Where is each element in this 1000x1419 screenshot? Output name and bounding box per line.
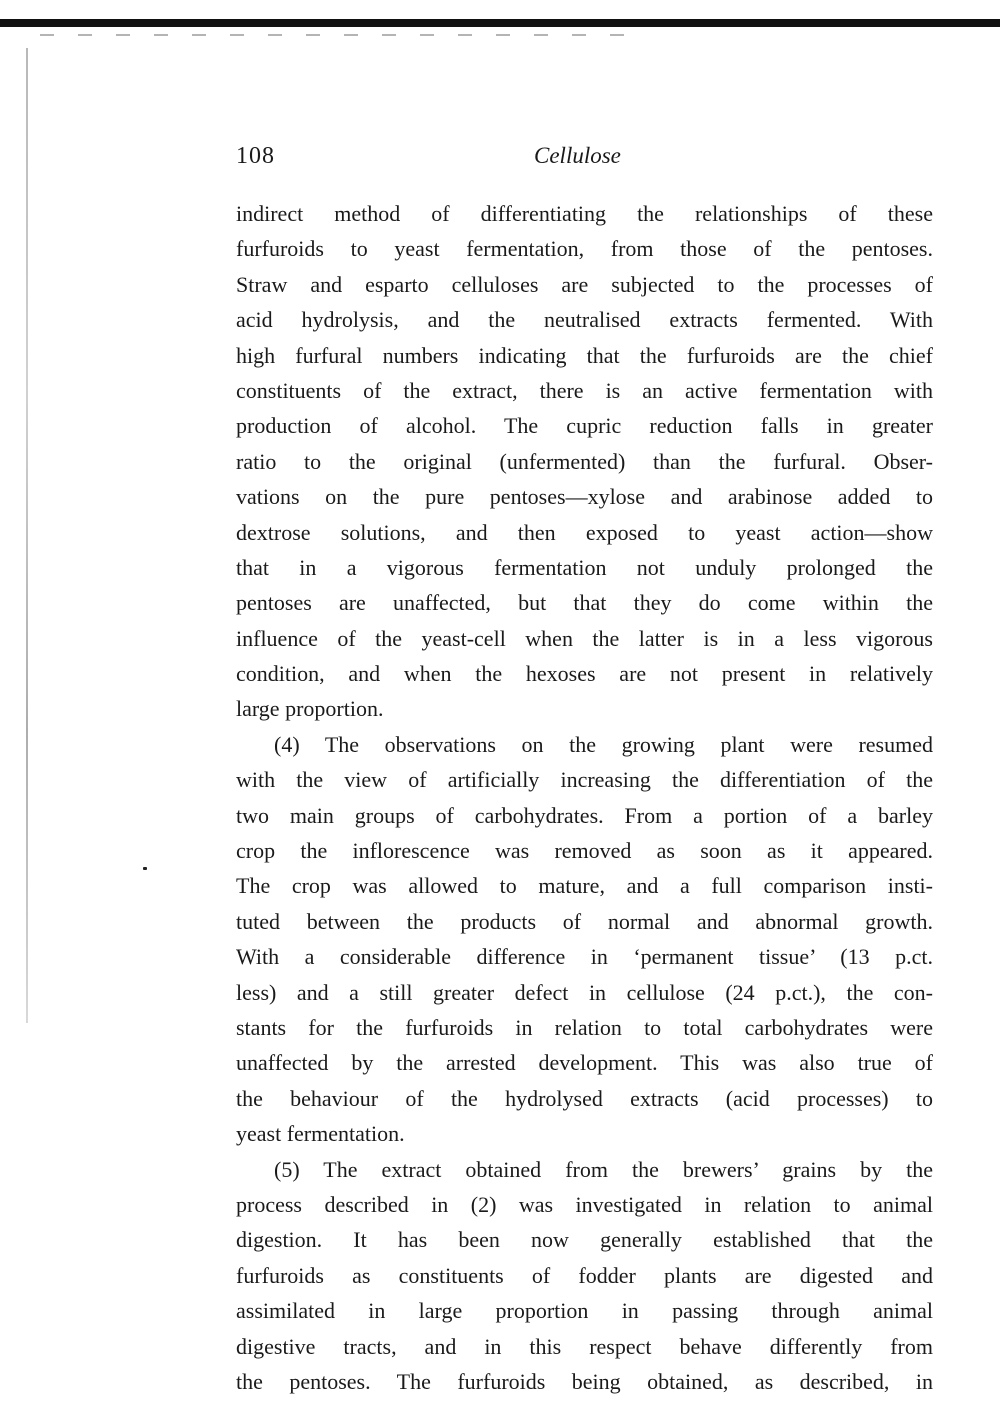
text-line: the pentoses. The furfuroids being obtained, as described, in — [236, 1368, 933, 1394]
text-line: furfuroids to yeast fermentation, from those of the pentoses. — [236, 236, 933, 262]
text-line: acid hydrolysis, and the neutralised extracts fermented. With — [236, 307, 933, 333]
body-text — [236, 196, 933, 1399]
text-line: two main groups of carbohydrates. From a portion of a barley — [236, 802, 933, 828]
stray-ink-mark — [143, 867, 147, 870]
text-line: dextrose solutions, and then exposed to yeast action—show — [236, 519, 933, 545]
text-line: pentoses are unaffected, but that they do come within the — [236, 590, 933, 616]
text-line: condition, and when the hexoses are not present in relatively — [236, 661, 933, 687]
text-line: vations on the pure pentoses—xylose and arabinose added to — [236, 484, 933, 510]
scan-speckle — [40, 34, 640, 36]
text-line: furfuroids as constituents of fodder plants are digested and — [236, 1262, 933, 1288]
text-line: with the view of artificially increasing the differentiation of the — [236, 767, 933, 793]
text-line: (4) The observations on the growing plant were resumed — [274, 731, 933, 757]
top-border-rule — [0, 19, 1000, 27]
text-line: that in a vigorous fermentation not unduly prolonged the — [236, 554, 933, 580]
text-line: tuted between the products of normal and abnormal growth. — [236, 908, 933, 934]
text-line: production of alcohol. The cupric reduction falls in greater — [236, 413, 933, 439]
text-line: The crop was allowed to mature, and a full comparison insti- — [236, 873, 933, 899]
text-line: constituents of the extract, there is an active fermentation with — [236, 377, 933, 403]
text-line: less) and a still greater defect in cellulose (24 p.ct.), the con- — [236, 979, 933, 1005]
text-line: (5) The extract obtained from the brewers’ grains by the — [274, 1156, 933, 1182]
text-line: large proportion. — [236, 696, 384, 722]
text-line: digestive tracts, and in this respect behave differently from — [236, 1333, 933, 1359]
text-line: indirect method of differentiating the relationships of these — [236, 201, 933, 226]
running-head — [236, 143, 936, 177]
text-line: digestion. It has been now generally established that the — [236, 1227, 933, 1253]
gutter-shadow — [26, 48, 28, 1023]
text-line: yeast fermentation. — [236, 1121, 405, 1147]
text-line: crop the inflorescence was removed as soon as it appeared. — [236, 838, 933, 864]
text-line: the behaviour of the hydrolysed extracts (acid processes) to — [236, 1085, 933, 1111]
page-number: 108 — [236, 143, 275, 169]
text-line: high furfural numbers indicating that the furfuroids are the chief — [236, 342, 933, 368]
text-line: ratio to the original (unfermented) than the furfural. Obser- — [236, 448, 933, 474]
text-line: stants for the furfuroids in relation to total carbohydrates were — [236, 1014, 933, 1040]
text-line: unaffected by the arrested development. This was also true of — [236, 1050, 933, 1076]
text-line: With a considerable difference in ‘permanent tissue’ (13 p.ct. — [236, 944, 933, 970]
text-line: process described in (2) was investigated in relation to animal — [236, 1191, 933, 1217]
text-line: assimilated in large proportion in passing through animal — [236, 1298, 933, 1324]
text-line: Straw and esparto celluloses are subjected to the processes of — [236, 271, 933, 297]
text-line: influence of the yeast-cell when the latter is in a less vigorous — [236, 625, 933, 651]
running-title: Cellulose — [534, 143, 621, 168]
